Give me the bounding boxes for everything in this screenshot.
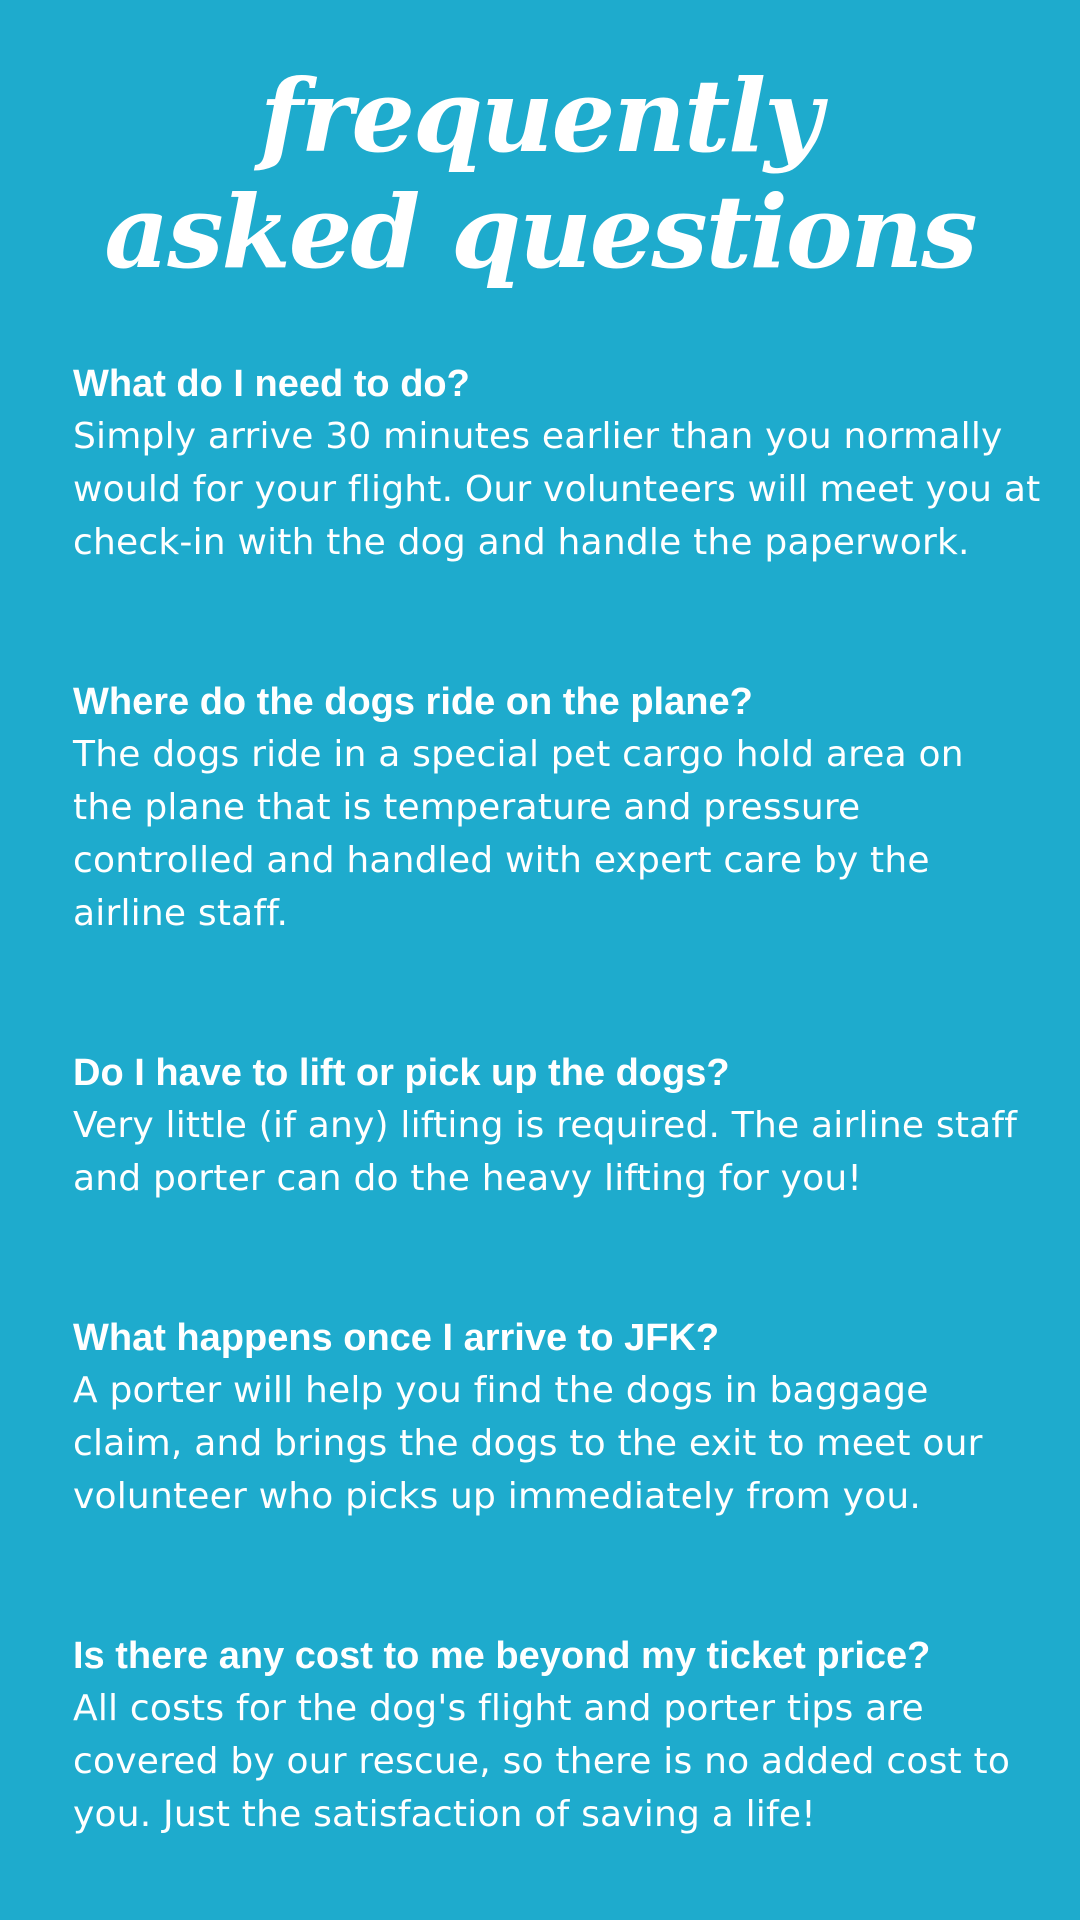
faq-answer-line: check-in with the dog and handle the paperwork. bbox=[73, 522, 970, 563]
faq-question: Do I have to lift or pick up the dogs? bbox=[73, 1052, 730, 1094]
page-title-line-2: asked questions bbox=[104, 173, 976, 291]
faq-question: Is there any cost to me beyond my ticket price? bbox=[73, 1635, 931, 1677]
faq-answer bbox=[73, 410, 1041, 569]
faq-item bbox=[73, 1312, 1033, 1523]
faq-answer-line: Very little (if any) lifting is required. The airline staff bbox=[73, 1105, 1018, 1146]
faq-item bbox=[73, 1630, 1033, 1841]
page-title-line-1: frequently bbox=[259, 57, 821, 175]
faq-answer-line: you. Just the satisfaction of saving a life! bbox=[73, 1794, 816, 1835]
faq-answer-line: The dogs ride in a special pet cargo hold area on bbox=[73, 734, 964, 775]
faq-answer-line: claim, and brings the dogs to the exit to meet our bbox=[73, 1423, 983, 1464]
faq-question: What happens once I arrive to JFK? bbox=[73, 1317, 720, 1359]
faq-answer-line: controlled and handled with expert care by the bbox=[73, 840, 930, 881]
faq-answer-line: volunteer who picks up immediately from you. bbox=[73, 1476, 921, 1517]
faq-answer-line: and porter can do the heavy lifting for you! bbox=[73, 1158, 862, 1199]
faq-answer-line: A porter will help you find the dogs in baggage bbox=[73, 1370, 929, 1411]
faq-answer-line: Simply arrive 30 minutes earlier than you normally bbox=[73, 416, 1003, 457]
faq-question: Where do the dogs ride on the plane? bbox=[73, 681, 753, 723]
faq-item bbox=[73, 676, 1033, 940]
faq-answer-line: would for your flight. Our volunteers will meet you at bbox=[73, 469, 1041, 510]
faq-answer-line: the plane that is temperature and pressure bbox=[73, 787, 861, 828]
faq-answer bbox=[73, 1682, 1033, 1841]
faq-answer-line: covered by our rescue, so there is no added cost to bbox=[73, 1741, 1011, 1782]
faq-answer bbox=[73, 1364, 1033, 1523]
faq-answer-line: airline staff. bbox=[73, 893, 289, 934]
faq-answer-line: All costs for the dog's flight and porter tips are bbox=[73, 1688, 924, 1729]
faq-question: What do I need to do? bbox=[73, 363, 470, 405]
faq-answer bbox=[73, 728, 1033, 940]
faq-item bbox=[73, 358, 1041, 569]
faq-answer bbox=[73, 1099, 1033, 1205]
faq-item bbox=[73, 1047, 1033, 1205]
page-title bbox=[0, 58, 1080, 290]
